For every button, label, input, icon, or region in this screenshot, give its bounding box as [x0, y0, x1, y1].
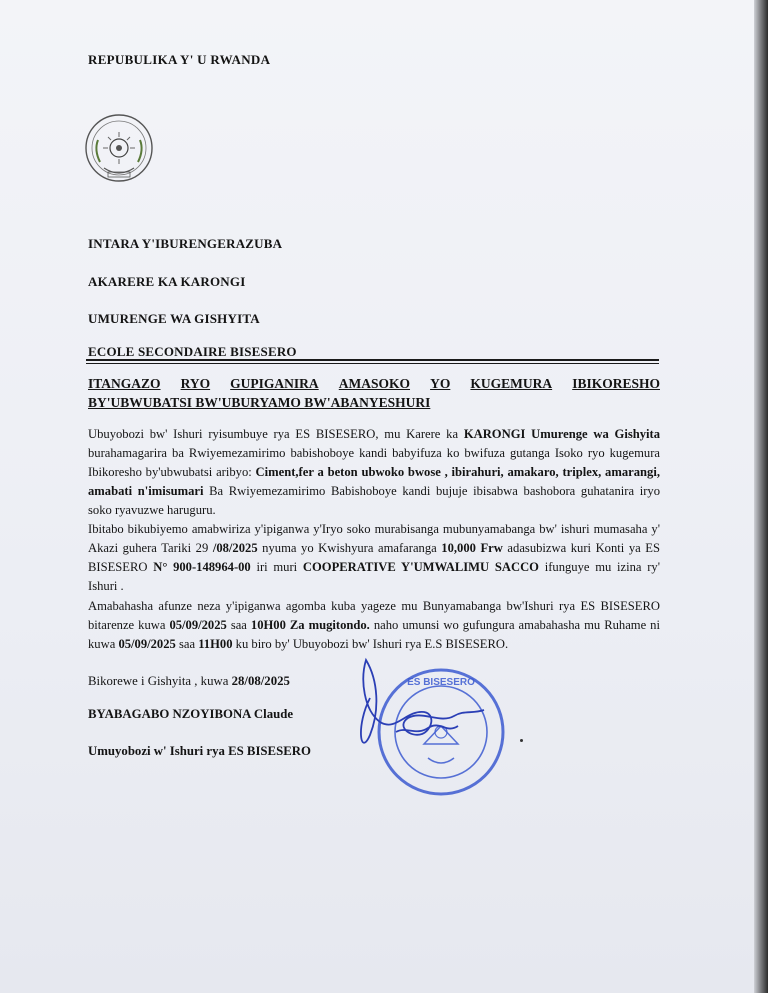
paragraph-deadline: Amabahasha afunze neza y'ipiganwa agomba kuba yageze mu Bunyamabanga bw'Ishuri rya ES BISESERO bitarenze kuwa 05/09/2025 saa 10H00 Za mugitondo. naho umunsi wo gufungura amabahasha mu Ruhame ni kuwa 05/09/2025 saa 11H00 ku biro by' Ubuyobozi bw' Ishuri rya E.S BISESERO.	[88, 599, 660, 651]
national-emblem-icon	[82, 110, 156, 190]
title-word: ITANGAZO	[88, 376, 161, 391]
republic-heading: REPUBULIKA Y' U RWANDA	[88, 52, 271, 67]
title-word: KUGEMURA	[470, 376, 553, 391]
province-heading: INTARA Y'IBURENGERAZUBA	[88, 236, 283, 251]
paragraph-documents: Ibitabo bikubiyemo amabwiriza y'ipiganwa y'Iryo soko murabisanga mubunyamabanga bw' ishuri mumasaha y' Akazi guhera Tariki 29 /08/2025 nyuma yo Kwishyura amafaranga 10,000 Frw adasubizwa kuri Konti ya ES BISESERO N° 900-148964-00 iri muri COOPERATIVE Y'UMWALIMU SACCO ifunguye mu izina ry' Ishuri .	[88, 522, 660, 593]
stamp-text: ES BISESERO	[407, 677, 475, 688]
title-word: YO	[430, 376, 451, 391]
title-line-2: BY'UBWUBATSI BW'UBURYAMO BW'ABANYESHURI	[88, 395, 431, 410]
signatory-name: BYABAGABO NZOYIBONA Claude	[88, 707, 294, 721]
header-rule	[86, 359, 659, 361]
title-word: AMASOKO	[338, 376, 411, 391]
official-stamp-and-signature	[336, 640, 526, 800]
sector-heading: UMURENGE WA GISHYITA	[88, 311, 260, 326]
title-word: IBIKORESHO	[572, 376, 660, 391]
signatory-title: Umuyobozi w' Ishuri rya ES BISESERO	[88, 744, 311, 758]
header-rule-thin	[86, 363, 659, 364]
title-word: RYO	[180, 376, 211, 391]
place-and-date: Bikorewe i Gishyita , kuwa 28/08/2025	[88, 674, 290, 688]
district-heading: AKARERE KA KARONGI	[88, 274, 246, 289]
page-edge	[754, 0, 768, 993]
title-word: GUPIGANIRA	[230, 376, 319, 391]
paragraph-invitation: Ubuyobozi bw' Ishuri ryisumbuye rya ES BISESERO, mu Karere ka KARONGI Umurenge wa Gishyita burahamagarira ba Rwiyemezamirimo babishoboye kandi babyifuza ko bwifuza gutanga Isoko ryo kugemura Ibikoresho by'ubwubatsi aribyo: Ciment,fer a beton ubwoko bwose , ibirahuri, amakaro, triplex, amarangi, amabati n'imisumari Ba Rwiyemezamirimo Babishoboye kandi bujuje ibisabwa bashobora guhatanira iryo soko ryavuzwe haruguru.	[88, 427, 661, 517]
notice-title	[88, 374, 660, 412]
school-heading: ECOLE SECONDAIRE BISESERO	[88, 344, 297, 359]
ink-dot	[520, 739, 523, 742]
